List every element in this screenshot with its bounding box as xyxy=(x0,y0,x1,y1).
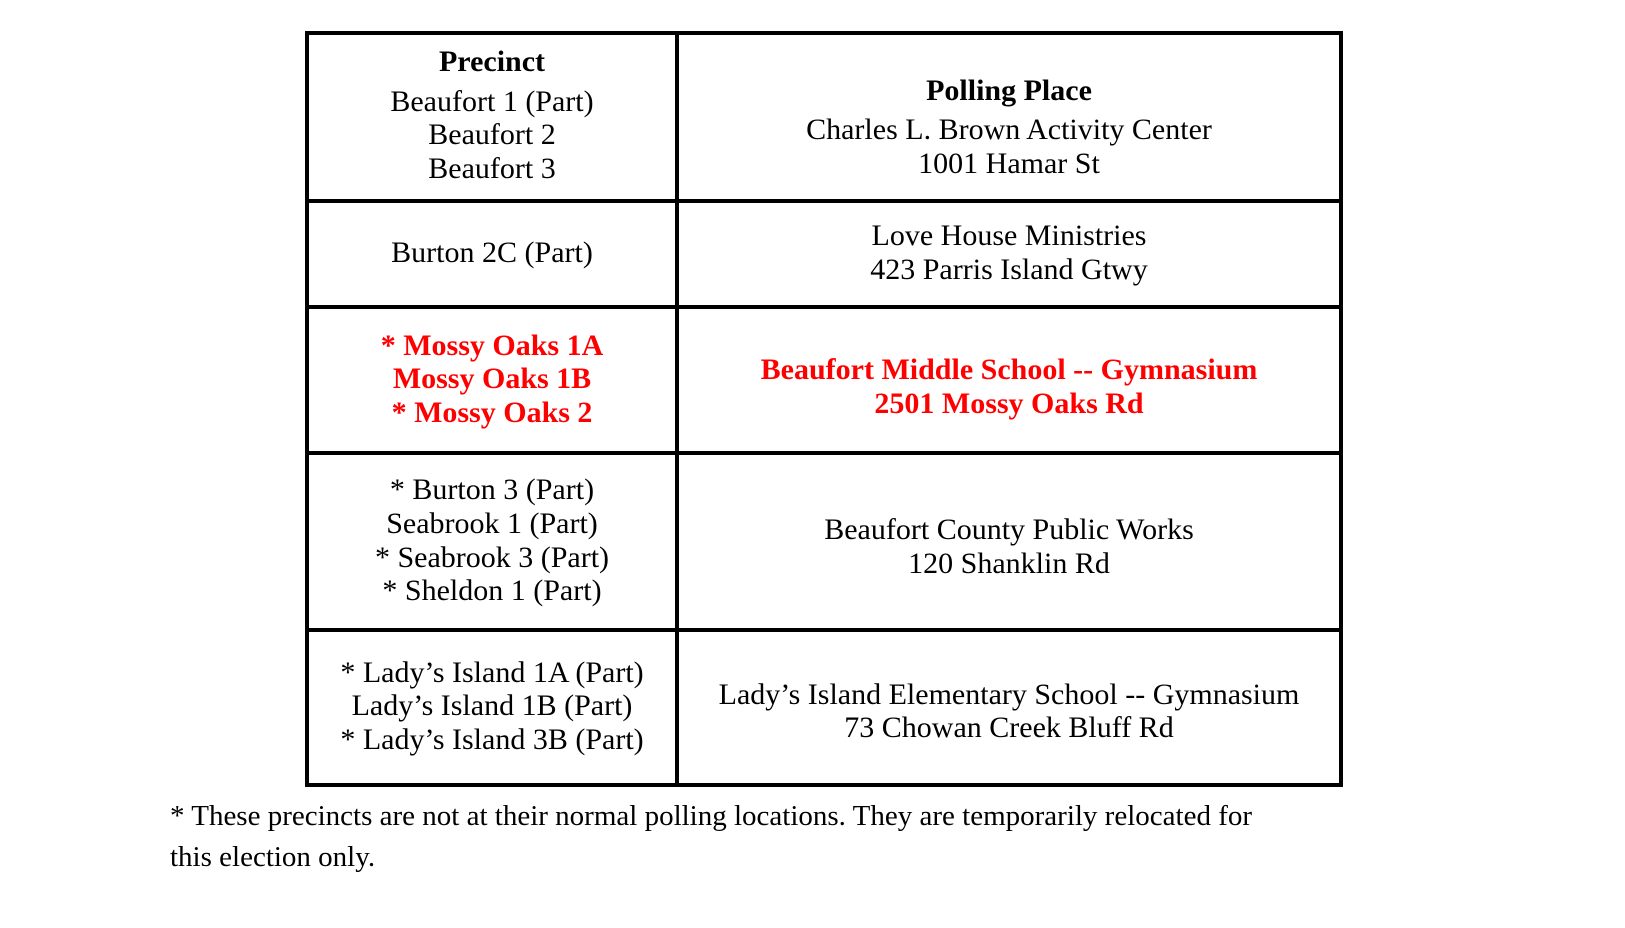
polling-place-address: 1001 Hamar St xyxy=(918,146,1100,180)
column-header-precinct: Precinct xyxy=(438,45,546,78)
polling-place-name: Lady’s Island Elementary School -- Gymnasium xyxy=(718,677,1300,711)
polling-place-table xyxy=(305,31,1343,787)
precinct-name: Mossy Oaks 1B xyxy=(392,362,592,396)
precinct-name: Lady’s Island 1B (Part) xyxy=(351,689,633,723)
column-header-polling-place: Polling Place xyxy=(926,73,1092,107)
polling-place-cell xyxy=(677,33,1341,201)
precinct-cell xyxy=(307,307,677,454)
precinct-cell-content xyxy=(309,220,675,288)
table-row-relocated xyxy=(307,307,1341,454)
precinct-name: * Mossy Oaks 2 xyxy=(391,395,593,429)
precinct-cell xyxy=(307,453,677,629)
polling-place-name: Love House Ministries xyxy=(871,219,1147,253)
precinct-name: * Mossy Oaks 1A xyxy=(380,328,604,362)
precinct-name: Burton 2C (Part) xyxy=(391,236,593,270)
precinct-cell-content xyxy=(309,35,675,199)
footnote-line-1: * These precincts are not at their normal polling locations. They are temporarily relocated for xyxy=(170,800,1253,832)
precinct-name: Beaufort 3 xyxy=(428,151,556,185)
table-row xyxy=(307,201,1341,306)
precinct-name: * Lady’s Island 1A (Part) xyxy=(340,655,644,689)
precinct-name: Beaufort 2 xyxy=(428,118,556,152)
precinct-name: Seabrook 1 (Part) xyxy=(386,506,598,540)
precinct-cell-content xyxy=(309,309,675,452)
polling-place-name: Beaufort County Public Works xyxy=(824,512,1194,546)
footnote xyxy=(170,796,1410,878)
polling-place-cell-content xyxy=(679,644,1339,771)
polling-place-cell-content xyxy=(679,40,1339,195)
polling-place-name: Beaufort Middle School -- Gymnasium xyxy=(760,353,1258,387)
precinct-cell xyxy=(307,201,677,306)
polling-place-cell xyxy=(677,307,1341,454)
precinct-name: * Burton 3 (Part) xyxy=(389,473,595,507)
polling-place-address: 120 Shanklin Rd xyxy=(908,546,1110,580)
polling-place-address: 2501 Mossy Oaks Rd xyxy=(874,386,1144,420)
table-body xyxy=(307,33,1341,785)
table-row xyxy=(307,33,1341,201)
precinct-name: Beaufort 1 (Part) xyxy=(390,84,594,118)
polling-place-cell-content xyxy=(679,483,1339,600)
polling-place-cell xyxy=(677,453,1341,629)
precinct-name: * Seabrook 3 (Part) xyxy=(374,540,610,574)
precinct-cell xyxy=(307,630,677,785)
table-row xyxy=(307,453,1341,629)
footnote-line-2: this election only. xyxy=(170,841,376,874)
polling-place-cell xyxy=(677,630,1341,785)
polling-place-cell xyxy=(677,201,1341,306)
precinct-cell-content xyxy=(309,632,675,783)
precinct-cell xyxy=(307,33,677,201)
polling-place-cell-content xyxy=(679,203,1339,304)
polling-place-cell-content xyxy=(679,317,1339,442)
polling-place-address: 423 Parris Island Gtwy xyxy=(870,252,1148,286)
precinct-name: * Sheldon 1 (Part) xyxy=(382,574,602,608)
precinct-cell-content xyxy=(309,455,675,627)
polling-place-name: Charles L. Brown Activity Center xyxy=(806,113,1212,147)
precinct-name: * Lady’s Island 3B (Part) xyxy=(340,722,644,756)
table-row xyxy=(307,630,1341,785)
polling-place-address: 73 Chowan Creek Bluff Rd xyxy=(844,711,1174,745)
